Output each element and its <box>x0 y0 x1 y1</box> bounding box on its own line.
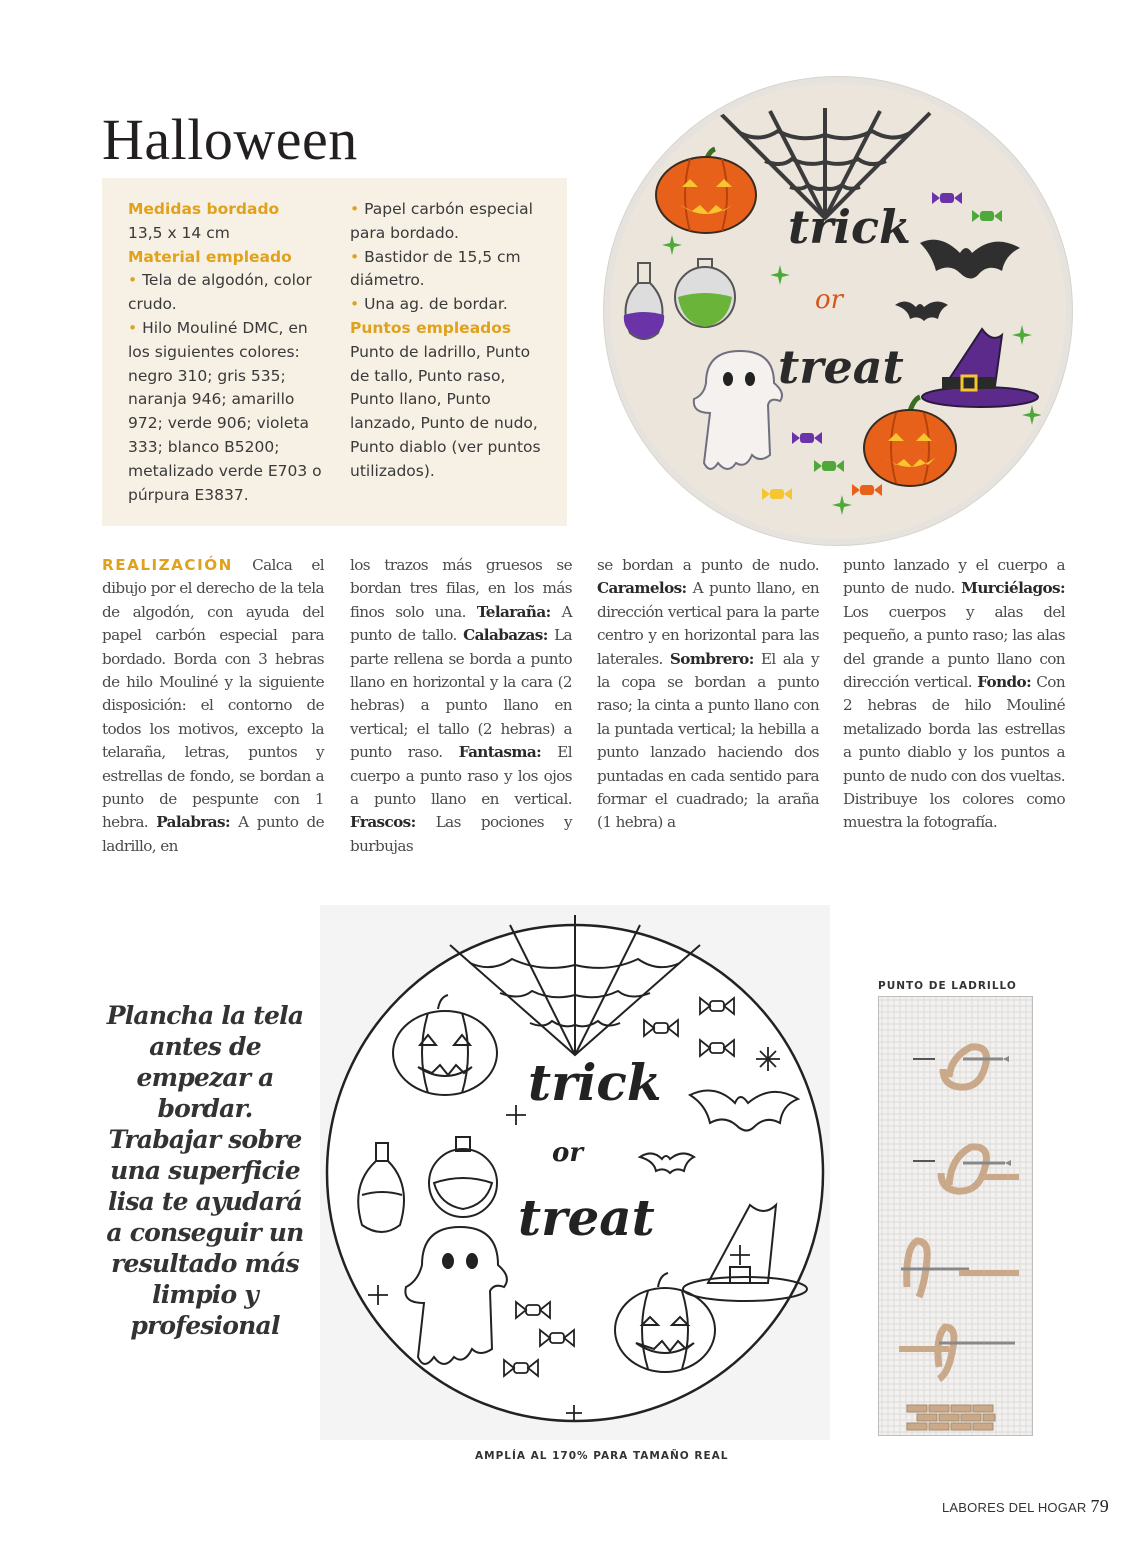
bat-icon <box>895 301 948 321</box>
bullet-icon: • <box>350 295 365 314</box>
materials-bullet <box>350 246 550 294</box>
stitch-illustration <box>879 997 1033 1436</box>
candy-icon <box>792 432 822 444</box>
materials-bullet <box>128 269 333 317</box>
stitch-diagram <box>878 996 1033 1436</box>
candy-icon <box>932 192 962 204</box>
body-bold: Fantasma: <box>458 743 542 762</box>
body-text: Con 2 hebras de hilo Mouliné metalizado borda las estrellas a punto diablo y los puntos a punto de nudo con dos vueltas. Distribuye los colores como muestra la fotografía. <box>843 673 1066 832</box>
section-lead: REALIZACIÓN <box>102 556 233 574</box>
page-footer <box>942 1496 1109 1517</box>
materials-heading: Puntos empleados <box>350 318 512 337</box>
treat-text: treat <box>518 1188 655 1247</box>
materials-text: Punto de ladrillo, Punto de tallo, Punto raso, Punto llano, Punto lanzado, Punto de nudo, Punto diablo (ver puntos utilizados). <box>350 342 541 480</box>
or-text: or <box>552 1138 584 1168</box>
stitch-title: PUNTO DE LADRILLO <box>878 980 1017 992</box>
body-column-1 <box>102 554 324 858</box>
materials-bullet-text: Una ag. de bordar. <box>364 295 508 314</box>
materials-heading: Material empleado <box>128 247 292 266</box>
page-number: 79 <box>1090 1496 1109 1516</box>
pull-quote <box>100 1000 310 1341</box>
materials-bullet-text: Bastidor de 15,5 cm diámetro. <box>350 247 521 290</box>
materials-bullet-text: Papel carbón especial para bordado. <box>350 200 533 242</box>
materials-bullet-text: Tela de algodón, color crudo. <box>128 271 312 314</box>
body-text: El ala y la copa se bordan a punto raso; la cinta a punto llano con la puntada vertical; la hebilla a punto lanzado haciendo dos puntadas en cada sentido para formar el cuadrado; la araña (1 hebra) a <box>597 649 819 832</box>
body-text: se bordan a punto de nudo. <box>597 556 819 574</box>
materials-bullet-text: Hilo Mouliné DMC, en los siguientes colores: negro 310; gris 535; naranja 946; amarillo 972; verde 906; violeta 333; blanco B5200; metalizado verde E703 o púrpura E3837. <box>128 318 322 504</box>
body-text: los trazos más gruesos se bordan tres filas, en los más finos solo una. <box>350 556 572 621</box>
body-text: El cuerpo a punto raso y los ojos a punto llano en vertical. <box>350 743 573 809</box>
pattern-illustration <box>320 905 830 1440</box>
materials-column-1 <box>128 198 333 507</box>
magazine-name: LABORES DEL HOGAR <box>942 1500 1087 1515</box>
bullet-icon: • <box>350 247 365 266</box>
pumpkin-icon <box>864 397 956 486</box>
body-column-3 <box>597 554 819 835</box>
trick-text: trick <box>528 1053 662 1112</box>
materials-bullet <box>128 317 333 507</box>
body-column-4 <box>843 554 1065 835</box>
ghost-icon <box>694 351 782 469</box>
body-text: Calca el dibujo por el derecho de la tela de algodón, con ayuda del papel carbón especial para bordado. Borda con 3 hebras de hilo Mouliné y la siguiente disposición: el contorno de todos los motivos, excepto la telaraña, letras, puntos y estrellas de fondo, se bordan a punto de pespunte con 1 hebra. <box>102 556 325 832</box>
body-text: Los cuerpos y alas del pequeño, a punto raso; las alas del grande a punto llano con dirección vertical. <box>843 602 1065 692</box>
bullet-icon: • <box>128 318 143 337</box>
body-bold: Telaraña: <box>476 602 551 621</box>
body-bold: Palabras: <box>156 813 230 832</box>
body-text: La parte rellena se borda a punto llano en horizontal y la cara (2 hebras) a punto llano en vertical; el tallo (2 hebras) a punto raso. <box>350 626 573 762</box>
materials-bullet <box>350 198 550 246</box>
potion-bottle-icon <box>675 259 735 327</box>
pattern-caption: AMPLÍA AL 170% PARA TAMAÑO REAL <box>475 1450 729 1462</box>
materials-column-2 <box>350 198 550 484</box>
body-text: punto lanzado y el cuerpo a punto de nudo. <box>843 556 1065 598</box>
body-bold: Caramelos: <box>597 579 687 598</box>
body-bold: Frascos: <box>350 813 416 832</box>
body-bold: Calabazas: <box>463 626 548 645</box>
witch-hat-icon <box>922 329 1038 407</box>
body-text: A punto de tallo. <box>350 602 572 645</box>
candy-icon <box>852 484 882 496</box>
trick-text: trick <box>788 200 911 254</box>
materials-heading: Medidas bordado <box>128 200 280 218</box>
bat-icon <box>920 240 1020 279</box>
bullet-icon: • <box>350 200 365 218</box>
potion-bottle-icon <box>624 263 664 339</box>
embroidery-illustration <box>610 83 1066 539</box>
bullet-icon: • <box>128 271 143 290</box>
body-bold: Fondo: <box>977 673 1032 692</box>
pull-quote-text: Plancha la tela antes de empezar a bordar. Trabajar sobre una superficie lisa te ayudará a conseguir un resultado más limpio y profesional <box>106 1001 304 1340</box>
page-title: Halloween <box>102 107 358 172</box>
body-column-2 <box>350 554 572 858</box>
body-text: A punto de ladrillo, en <box>102 813 324 855</box>
candy-icon <box>972 210 1002 222</box>
pumpkin-icon <box>656 149 756 233</box>
body-text: Las pociones y burbujas <box>350 813 572 855</box>
candy-icon <box>814 460 844 472</box>
candy-icon <box>762 488 792 500</box>
embroidery-photo <box>604 77 1072 545</box>
or-text: or <box>815 285 844 315</box>
pattern-template <box>320 905 830 1440</box>
materials-text: 13,5 x 14 cm <box>128 223 230 242</box>
body-text: A punto llano, en dirección vertical para la parte centro y en horizontal para las laterales. <box>597 579 819 668</box>
body-bold: Murciélagos: <box>961 579 1065 598</box>
body-bold: Sombrero: <box>669 649 754 668</box>
treat-text: treat <box>778 340 904 394</box>
materials-bullet <box>350 293 550 317</box>
